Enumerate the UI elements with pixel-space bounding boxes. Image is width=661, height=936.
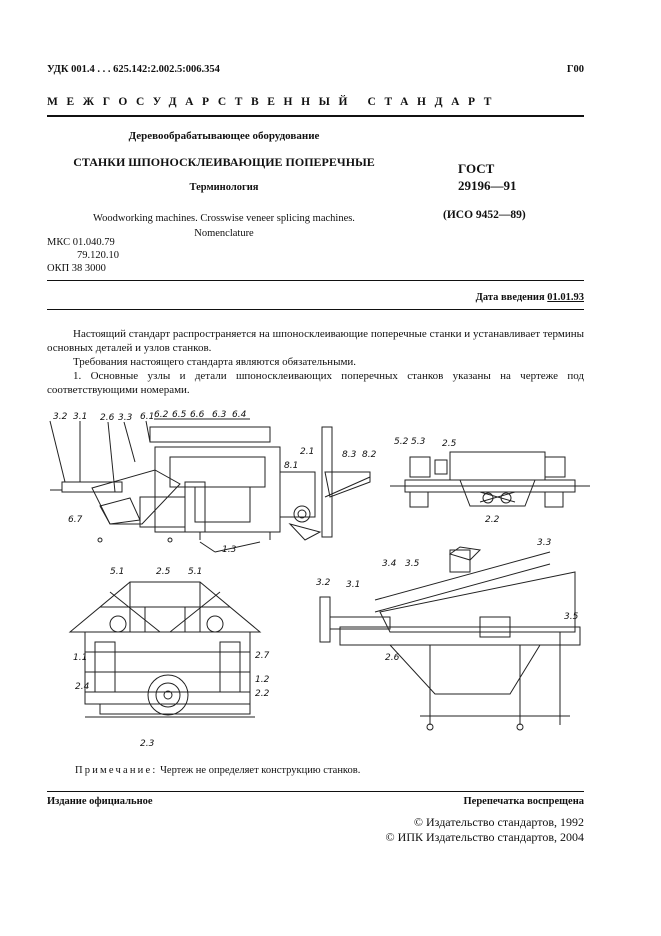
gost-block <box>458 160 517 194</box>
effective-date-value: 01.01.93 <box>547 292 584 303</box>
callout-3-1: 3.1 <box>73 412 88 422</box>
callout-5-3: 5.3 <box>411 437 426 447</box>
callout-2-3: 2.3 <box>140 739 155 749</box>
gost-number: 29196—91 <box>458 178 517 193</box>
divider <box>47 280 584 281</box>
mks-code-1: МКС 01.040.79 <box>47 237 115 248</box>
callout-2-1: 2.1 <box>300 447 315 457</box>
callout-2-2-front: 2.2 <box>255 689 270 699</box>
callout-8-1: 8.1 <box>284 461 299 471</box>
udk-code: УДК 001.4 . . . 625.142:2.002.5:006.354 <box>47 64 220 75</box>
reprint-notice: Перепечатка воспрещена <box>463 796 584 807</box>
callout-3-3: 3.3 <box>118 413 133 423</box>
callout-5-1-right: 5.1 <box>188 567 203 577</box>
callout-6-1: 6.1 <box>140 412 155 422</box>
callout-6-6: 6.6 <box>190 410 205 420</box>
front-view-drawing <box>70 582 260 717</box>
callout-1-1: 1.1 <box>73 653 88 663</box>
callout-2-2: 2.2 <box>485 515 500 525</box>
drawing-note <box>75 765 360 776</box>
callout-2-6: 2.6 <box>100 413 115 423</box>
effective-date <box>476 292 584 303</box>
copyright-1992: © Издательство стандартов, 1992 <box>413 815 584 829</box>
callout-1-3: 1.3 <box>222 545 237 555</box>
gost-label: ГОСТ <box>458 161 495 176</box>
callout-6-3: 6.3 <box>212 410 227 420</box>
callout-3-5-right: 3.5 <box>564 612 579 622</box>
document-subtitle: Терминология <box>189 182 259 193</box>
classification-codes <box>47 236 119 275</box>
iso-reference: (ИСО 9452—89) <box>443 209 526 221</box>
callout-2-6-section: 2.6 <box>385 653 400 663</box>
callout-2-5: 2.5 <box>442 439 457 449</box>
callout-5-2: 5.2 <box>394 437 409 447</box>
callout-3-1-section: 3.1 <box>346 580 361 590</box>
category: Деревообрабатывающее оборудование <box>128 130 320 142</box>
paragraph-requirements: Требования настоящего стандарта являются обязательными. <box>73 356 357 368</box>
callout-2-4: 2.4 <box>75 682 90 692</box>
note-text: Чертеж не определяет конструкцию станков. <box>160 765 361 776</box>
callout-8-3: 8.3 <box>342 450 357 460</box>
plan-view-drawing <box>390 452 590 507</box>
callout-6-7: 6.7 <box>68 515 83 525</box>
machine-drawing <box>40 402 600 760</box>
paragraph-item-1: 1. Основные узлы и детали шпоносклеивающих поперечных станков указаны на чертеже под соответствующими номерами. <box>47 370 584 396</box>
english-title-line2: Nomenclature <box>194 228 254 239</box>
callout-8-2: 8.2 <box>362 450 377 460</box>
header-divider <box>47 115 584 117</box>
footer-divider <box>47 791 584 792</box>
callout-3-4: 3.4 <box>382 559 397 569</box>
callout-5-1: 5.1 <box>110 567 125 577</box>
side-view-drawing <box>50 427 370 552</box>
callout-6-5: 6.5 <box>172 410 187 420</box>
english-title-line1: Woodworking machines. Crosswise veneer splicing machines. <box>93 213 355 224</box>
callout-3-2: 3.2 <box>53 412 68 422</box>
copyright-block <box>386 815 584 845</box>
okp-code: ОКП 38 3000 <box>47 263 106 274</box>
classification-code: Г00 <box>566 64 584 75</box>
callout-2-7: 2.7 <box>255 651 270 661</box>
mks-code-2: 79.120.10 <box>77 250 119 261</box>
paragraph-scope: Настоящий стандарт распространяется на шпоносклеивающие поперечные станки и устанавливает термины основных деталей и узлов станков. <box>47 328 584 354</box>
callout-2-5-front: 2.5 <box>156 567 171 577</box>
note-label: Примечание: <box>75 765 158 776</box>
callout-3-5: 3.5 <box>405 559 420 569</box>
document-title: СТАНКИ ШПОНОСКЛЕИВАЮЩИЕ ПОПЕРЕЧНЫЕ <box>73 155 375 169</box>
copyright-2004: © ИПК Издательство стандартов, 2004 <box>385 830 584 844</box>
standard-type-heading: МЕЖГОСУДАРСТВЕННЫЙ СТАНДАРТ <box>47 96 501 108</box>
callout-3-3-section: 3.3 <box>537 538 552 548</box>
callout-1-2: 1.2 <box>255 675 270 685</box>
body-text <box>47 327 584 397</box>
callout-6-4: 6.4 <box>232 410 247 420</box>
section-view-drawing <box>320 547 580 730</box>
divider <box>47 309 584 310</box>
edition-label: Издание официальное <box>47 796 153 807</box>
effective-date-label: Дата введения <box>475 292 545 303</box>
callout-3-2-section: 3.2 <box>316 578 331 588</box>
callout-6-2: 6.2 <box>154 410 169 420</box>
